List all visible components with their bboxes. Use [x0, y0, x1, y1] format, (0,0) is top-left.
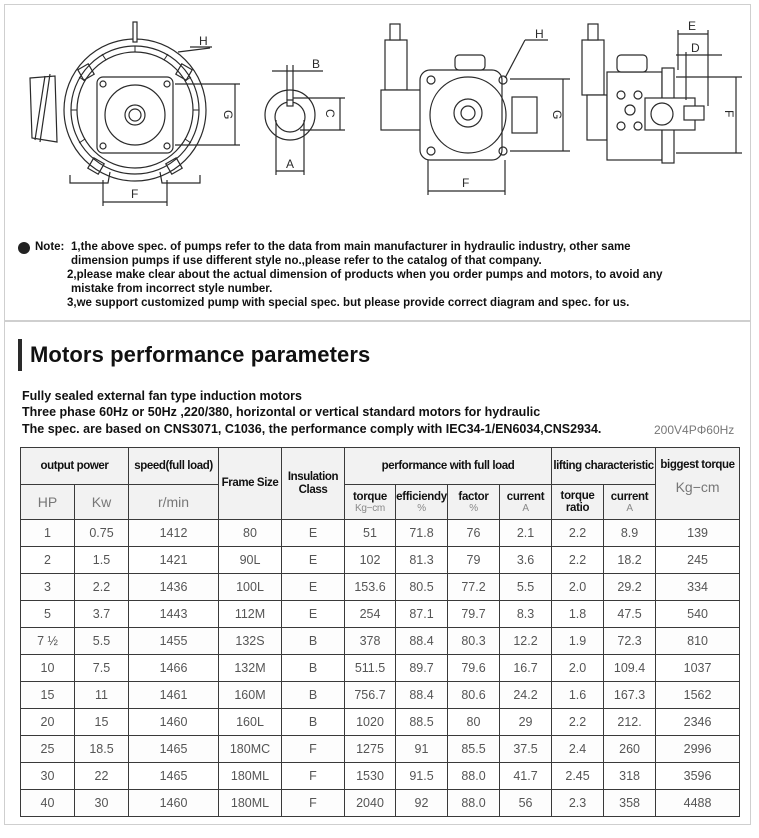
cell-rpm: 1465 [129, 763, 219, 790]
cell-torque: 378 [345, 628, 396, 655]
note-item-2-line-2: mistake from incorrect style number. [71, 283, 273, 295]
biggest-torque-unit: Kg−cm [675, 479, 720, 495]
cell-lift-current: 358 [604, 790, 656, 817]
cell-efficiency: 71.8 [396, 520, 448, 547]
cell-insulation: B [282, 682, 345, 709]
svg-text:G: G [221, 110, 235, 120]
torque-unit: Kg−cm [355, 502, 385, 514]
cell-insulation: E [282, 574, 345, 601]
cell-biggest-torque: 3596 [656, 763, 740, 790]
table-row [21, 655, 740, 682]
cell-biggest-torque: 540 [656, 601, 740, 628]
cell-biggest-torque: 4488 [656, 790, 740, 817]
table-row [21, 547, 740, 574]
cell-biggest-torque: 334 [656, 574, 740, 601]
cell-torque-ratio: 2.2 [552, 709, 604, 736]
current-unit: A [522, 502, 529, 514]
cell-current: 24.2 [500, 682, 552, 709]
cell-current: 16.7 [500, 655, 552, 682]
cell-frame: 132M [219, 655, 282, 682]
lift-current-label: current [610, 490, 649, 503]
cell-current: 37.5 [500, 736, 552, 763]
table-body [21, 520, 740, 817]
cell-hp: 40 [21, 790, 75, 817]
cell-hp: 1 [21, 520, 75, 547]
dimension-drawings [0, 0, 759, 230]
cell-kw: 22 [75, 763, 129, 790]
cell-hp: 20 [21, 709, 75, 736]
cell-factor: 88.0 [448, 763, 500, 790]
note-item-1-line-2: dimension pumps if use different style no.,please refer to the catalog of that company. [71, 255, 542, 267]
subheader-hp: HP [21, 485, 75, 520]
cell-lift-current: 18.2 [604, 547, 656, 574]
svg-text:D: D [691, 41, 700, 55]
efficiency-unit: % [417, 502, 426, 514]
current-label: current [506, 490, 545, 503]
cell-hp: 30 [21, 763, 75, 790]
cell-rpm: 1443 [129, 601, 219, 628]
cell-insulation: F [282, 763, 345, 790]
cell-kw: 30 [75, 790, 129, 817]
cell-biggest-torque: 1562 [656, 682, 740, 709]
cell-factor: 77.2 [448, 574, 500, 601]
header-performance: performance with full load [345, 448, 552, 485]
table-row [21, 763, 740, 790]
cell-current: 12.2 [500, 628, 552, 655]
header-lifting: lifting characteristic [552, 448, 656, 485]
cell-biggest-torque: 139 [656, 520, 740, 547]
header-output-power: output power [21, 448, 129, 485]
subheader-torque-ratio [552, 485, 604, 520]
cell-torque: 1020 [345, 709, 396, 736]
section-title: Motors performance parameters [30, 342, 371, 367]
cell-kw: 1.5 [75, 547, 129, 574]
subheader-current [500, 485, 552, 520]
cell-lift-current: 72.3 [604, 628, 656, 655]
factor-label: factor [458, 490, 489, 503]
shaft-section-drawing [265, 65, 345, 175]
motor-performance-table [20, 447, 740, 817]
cell-torque-ratio: 1.8 [552, 601, 604, 628]
cell-efficiency: 88.5 [396, 709, 448, 736]
cell-insulation: E [282, 520, 345, 547]
note-item-2-line-1: 2,please make clear about the actual dimension of products when you order pumps and motors, to avoid any [67, 269, 663, 281]
subheader-rpm: r/min [129, 485, 219, 520]
cell-hp: 2 [21, 547, 75, 574]
svg-text:E: E [688, 19, 697, 33]
cell-rpm: 1460 [129, 709, 219, 736]
cell-factor: 80.3 [448, 628, 500, 655]
cell-hp: 5 [21, 601, 75, 628]
cell-factor: 79.6 [448, 655, 500, 682]
cell-frame: 180MC [219, 736, 282, 763]
svg-text:G: G [550, 110, 564, 120]
cell-torque-ratio: 2.0 [552, 655, 604, 682]
cell-insulation: E [282, 547, 345, 574]
svg-text:F: F [131, 187, 139, 201]
table-row [21, 682, 740, 709]
table-row [21, 628, 740, 655]
cell-lift-current: 29.2 [604, 574, 656, 601]
table-row [21, 736, 740, 763]
cell-frame: 100L [219, 574, 282, 601]
cell-torque: 511.5 [345, 655, 396, 682]
cell-torque: 51 [345, 520, 396, 547]
cell-current: 29 [500, 709, 552, 736]
header-speed: speed(full load) [129, 448, 219, 485]
factor-unit: % [469, 502, 478, 514]
cell-rpm: 1466 [129, 655, 219, 682]
section-heading [18, 339, 370, 371]
cell-torque-ratio: 2.2 [552, 547, 604, 574]
cell-frame: 112M [219, 601, 282, 628]
cell-lift-current: 318 [604, 763, 656, 790]
motor-label-h: H [199, 34, 208, 48]
subheader-kw: Kw [75, 485, 129, 520]
cell-lift-current: 109.4 [604, 655, 656, 682]
cell-insulation: B [282, 655, 345, 682]
cell-current: 41.7 [500, 763, 552, 790]
cell-rpm: 1421 [129, 547, 219, 574]
cell-lift-current: 212. [604, 709, 656, 736]
cell-hp: 15 [21, 682, 75, 709]
biggest-torque-label: biggest torque [660, 459, 735, 471]
cell-factor: 76 [448, 520, 500, 547]
cell-insulation: F [282, 736, 345, 763]
cell-current: 5.5 [500, 574, 552, 601]
cell-kw: 0.75 [75, 520, 129, 547]
cell-efficiency: 80.5 [396, 574, 448, 601]
cell-torque-ratio: 2.4 [552, 736, 604, 763]
cell-current: 3.6 [500, 547, 552, 574]
table-row [21, 601, 740, 628]
table-row [21, 790, 740, 817]
cell-frame: 132S [219, 628, 282, 655]
cell-kw: 7.5 [75, 655, 129, 682]
cell-torque-ratio: 1.9 [552, 628, 604, 655]
note-lead: Note: [35, 241, 65, 253]
cell-current: 8.3 [500, 601, 552, 628]
note-item-3-line-1: 3,we support customized pump with special spec. but please provide correct diagram and spec. for us. [67, 297, 630, 309]
header-insulation-class: Insulation Class [282, 448, 345, 520]
cell-biggest-torque: 1037 [656, 655, 740, 682]
cell-torque-ratio: 2.2 [552, 520, 604, 547]
cell-kw: 3.7 [75, 601, 129, 628]
cell-torque: 102 [345, 547, 396, 574]
cell-efficiency: 91 [396, 736, 448, 763]
cell-torque: 153.6 [345, 574, 396, 601]
cell-efficiency: 89.7 [396, 655, 448, 682]
cell-rpm: 1436 [129, 574, 219, 601]
cell-lift-current: 167.3 [604, 682, 656, 709]
cell-factor: 80 [448, 709, 500, 736]
header-frame-size: Frame Size [219, 448, 282, 520]
cell-efficiency: 91.5 [396, 763, 448, 790]
cell-factor: 80.6 [448, 682, 500, 709]
section-description-2: Three phase 60Hz or 50Hz ,220/380, horizontal or vertical standard motors for hydraulic [22, 405, 541, 419]
cell-hp: 25 [21, 736, 75, 763]
cell-factor: 88.0 [448, 790, 500, 817]
cell-torque: 254 [345, 601, 396, 628]
cell-rpm: 1412 [129, 520, 219, 547]
cell-frame: 180ML [219, 763, 282, 790]
cell-kw: 2.2 [75, 574, 129, 601]
cell-torque: 1275 [345, 736, 396, 763]
cell-rpm: 1460 [129, 790, 219, 817]
cell-kw: 5.5 [75, 628, 129, 655]
cell-biggest-torque: 2346 [656, 709, 740, 736]
lift-current-unit: A [626, 502, 633, 514]
svg-text:F: F [722, 110, 736, 118]
table-row [21, 520, 740, 547]
cell-kw: 11 [75, 682, 129, 709]
header-biggest-torque [656, 448, 740, 520]
svg-text:B: B [312, 57, 321, 71]
cell-efficiency: 87.1 [396, 601, 448, 628]
cell-torque-ratio: 2.3 [552, 790, 604, 817]
cell-rpm: 1465 [129, 736, 219, 763]
cell-torque: 1530 [345, 763, 396, 790]
cell-hp: 3 [21, 574, 75, 601]
efficiency-label: efficiendy [396, 490, 447, 503]
svg-text:A: A [286, 157, 295, 171]
cell-hp: 10 [21, 655, 75, 682]
torque-ratio-label: torque ratio [560, 490, 595, 514]
cell-insulation: E [282, 601, 345, 628]
svg-text:C: C [323, 109, 337, 118]
cell-biggest-torque: 2996 [656, 736, 740, 763]
heading-accent-bar [18, 339, 22, 371]
table-row [21, 574, 740, 601]
svg-text:F: F [462, 176, 470, 190]
motor-front-view-drawing [30, 22, 240, 206]
cell-lift-current: 260 [604, 736, 656, 763]
cell-efficiency: 88.4 [396, 628, 448, 655]
cell-insulation: F [282, 790, 345, 817]
cell-insulation: B [282, 709, 345, 736]
note-item-1-line-1: 1,the above spec. of pumps refer to the data from main manufacturer in hydraulic industry, other same [71, 241, 631, 253]
cell-torque-ratio: 2.45 [552, 763, 604, 790]
pump-front-view-drawing [381, 24, 570, 195]
cell-frame: 160L [219, 709, 282, 736]
cell-hp: 7 ½ [21, 628, 75, 655]
cell-frame: 180ML [219, 790, 282, 817]
cell-factor: 79.7 [448, 601, 500, 628]
cell-biggest-torque: 245 [656, 547, 740, 574]
bullet-icon [18, 242, 30, 254]
table-row [21, 709, 740, 736]
cell-torque-ratio: 1.6 [552, 682, 604, 709]
subheader-lift-current [604, 485, 656, 520]
cell-current: 56 [500, 790, 552, 817]
torque-label: torque [353, 490, 387, 503]
cell-frame: 160M [219, 682, 282, 709]
subheader-efficiency [396, 485, 448, 520]
subheader-factor [448, 485, 500, 520]
cell-efficiency: 81.3 [396, 547, 448, 574]
cell-factor: 79 [448, 547, 500, 574]
section-description-3: The spec. are based on CNS3071, C1036, the performance comply with IEC34-1/EN6034,CNS2934. [22, 422, 602, 436]
pump-side-view-drawing [582, 24, 742, 163]
cell-lift-current: 8.9 [604, 520, 656, 547]
cell-lift-current: 47.5 [604, 601, 656, 628]
cell-efficiency: 92 [396, 790, 448, 817]
cell-biggest-torque: 810 [656, 628, 740, 655]
cell-rpm: 1461 [129, 682, 219, 709]
cell-factor: 85.5 [448, 736, 500, 763]
cell-torque: 756.7 [345, 682, 396, 709]
cell-rpm: 1455 [129, 628, 219, 655]
section-description-1: Fully sealed external fan type induction motors [22, 389, 302, 403]
cell-efficiency: 88.4 [396, 682, 448, 709]
cell-torque: 2040 [345, 790, 396, 817]
cell-kw: 15 [75, 709, 129, 736]
cell-frame: 90L [219, 547, 282, 574]
spec-tag: 200V4PΦ60Hz [654, 423, 735, 437]
svg-text:H: H [535, 27, 544, 41]
cell-current: 2.1 [500, 520, 552, 547]
cell-insulation: B [282, 628, 345, 655]
cell-frame: 80 [219, 520, 282, 547]
cell-kw: 18.5 [75, 736, 129, 763]
cell-torque-ratio: 2.0 [552, 574, 604, 601]
section-divider [4, 320, 751, 322]
subheader-torque [345, 485, 396, 520]
